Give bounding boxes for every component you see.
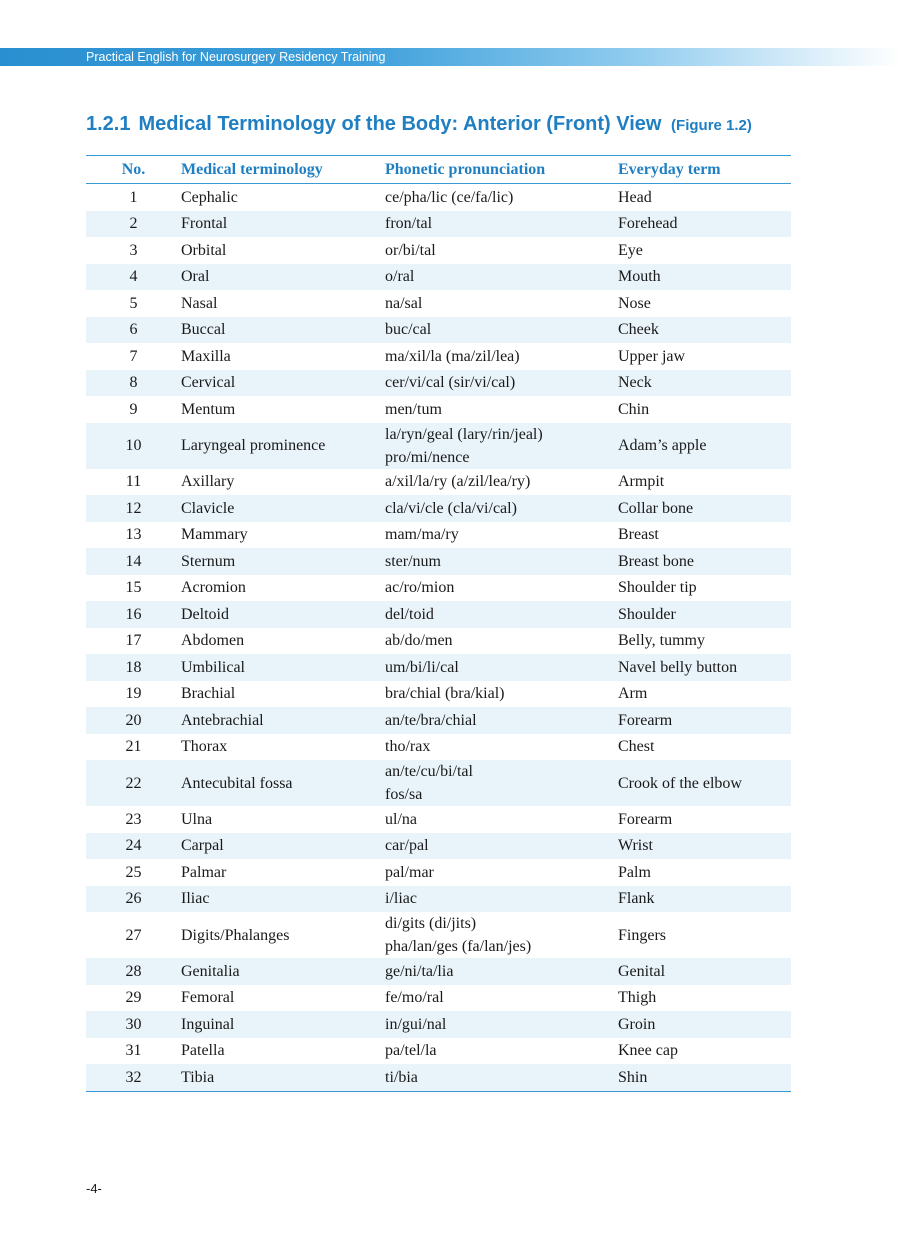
- phonetic-line: car/pal: [385, 837, 429, 855]
- cell-term: Antebrachial: [181, 707, 385, 734]
- phonetic-line: ce/pha/lic (ce/fa/lic): [385, 188, 514, 206]
- cell-no: 12: [86, 495, 181, 522]
- phonetic-line: ti/bia: [385, 1068, 418, 1086]
- cell-term: Umbilical: [181, 654, 385, 681]
- cell-term: Carpal: [181, 833, 385, 860]
- cell-everyday: Collar bone: [618, 495, 791, 522]
- cell-no: 20: [86, 707, 181, 734]
- cell-no: 10: [86, 423, 181, 469]
- running-header-title: Practical English for Neurosurgery Residency Training: [86, 50, 386, 64]
- phonetic-line: la/ryn/geal (lary/rin/jeal): [385, 425, 543, 443]
- table-row: [86, 707, 791, 734]
- cell-phonetic: [385, 912, 618, 958]
- cell-no: 28: [86, 958, 181, 985]
- cell-phonetic: [385, 985, 618, 1012]
- cell-phonetic: [385, 601, 618, 628]
- cell-no: 6: [86, 317, 181, 344]
- cell-everyday: Forearm: [618, 707, 791, 734]
- cell-everyday: Arm: [618, 685, 648, 703]
- table-row: [86, 237, 791, 264]
- cell-everyday: Nose: [618, 294, 651, 312]
- table-row: [86, 760, 791, 806]
- cell-phonetic: [385, 522, 618, 549]
- table-row: [86, 317, 791, 344]
- cell-term: Palmar: [181, 863, 227, 881]
- cell-term: Cephalic: [181, 188, 238, 206]
- cell-no: 4: [86, 264, 181, 291]
- cell-term: Thorax: [181, 738, 228, 756]
- phonetic-line: ma/xil/la (ma/zil/lea): [385, 347, 520, 365]
- cell-no: 27: [125, 926, 142, 944]
- phonetic-line: fos/sa: [385, 786, 423, 803]
- phonetic-line: i/liac: [385, 890, 417, 908]
- cell-everyday: Chest: [618, 738, 655, 756]
- table-row: [86, 396, 791, 423]
- cell-no: 18: [86, 654, 181, 681]
- cell-phonetic: [385, 469, 618, 496]
- phonetic-line: um/bi/li/cal: [385, 658, 459, 676]
- cell-everyday: Forehead: [618, 211, 791, 238]
- cell-phonetic: [385, 575, 618, 602]
- cell-everyday: Thigh: [618, 989, 657, 1007]
- table-row: [86, 575, 791, 602]
- cell-everyday: Breast: [618, 526, 659, 544]
- cell-term: Orbital: [181, 241, 227, 259]
- cell-no: 2: [86, 211, 181, 238]
- cell-everyday: Cheek: [618, 317, 791, 344]
- table-row: [86, 495, 791, 522]
- cell-no: 11: [125, 473, 142, 491]
- table-row: [86, 1011, 791, 1038]
- figure-reference: (Figure 1.2): [671, 117, 752, 134]
- cell-term: Nasal: [181, 294, 218, 312]
- cell-everyday: Wrist: [618, 833, 791, 860]
- cell-everyday: Eye: [618, 241, 643, 259]
- table-row: [86, 423, 791, 469]
- cell-no: 1: [129, 188, 138, 206]
- table-row: [86, 958, 791, 985]
- cell-no: 8: [86, 370, 181, 397]
- cell-phonetic: [385, 396, 618, 423]
- cell-term: Clavicle: [181, 495, 385, 522]
- cell-phonetic: [385, 184, 618, 211]
- phonetic-line: cla/vi/cle (cla/vi/cal): [385, 499, 517, 517]
- cell-phonetic: [385, 1064, 618, 1091]
- cell-phonetic: [385, 423, 618, 469]
- cell-phonetic: [385, 681, 618, 708]
- cell-everyday: Genital: [618, 958, 791, 985]
- cell-everyday: Belly, tummy: [618, 632, 705, 650]
- table-row: [86, 469, 791, 496]
- cell-no: 21: [125, 738, 142, 756]
- cell-term: Femoral: [181, 989, 235, 1007]
- cell-no: 5: [129, 294, 138, 312]
- cell-everyday: Navel belly button: [618, 654, 791, 681]
- cell-everyday: Armpit: [618, 473, 665, 491]
- cell-term: Deltoid: [181, 601, 385, 628]
- cell-everyday: Neck: [618, 370, 791, 397]
- phonetic-line: buc/cal: [385, 321, 432, 339]
- table-row: [86, 264, 791, 291]
- phonetic-line: an/te/cu/bi/tal: [385, 763, 473, 780]
- table-row: [86, 1038, 791, 1065]
- cell-everyday: Crook of the elbow: [618, 760, 791, 806]
- cell-no: 7: [129, 347, 138, 365]
- table-row: [86, 290, 791, 317]
- cell-phonetic: [385, 495, 618, 522]
- cell-everyday: Shoulder tip: [618, 579, 697, 597]
- cell-no: 14: [86, 548, 181, 575]
- cell-term: Digits/Phalanges: [181, 926, 290, 944]
- phonetic-line: na/sal: [385, 294, 423, 312]
- table-row: [86, 912, 791, 958]
- table-row: [86, 681, 791, 708]
- cell-phonetic: [385, 343, 618, 370]
- cell-phonetic: [385, 628, 618, 655]
- cell-term: Maxilla: [181, 347, 231, 365]
- cell-term: Sternum: [181, 548, 385, 575]
- cell-term: Iliac: [181, 886, 385, 913]
- phonetic-line: ab/do/men: [385, 632, 453, 650]
- phonetic-line: or/bi/tal: [385, 241, 436, 259]
- cell-everyday: Upper jaw: [618, 347, 686, 365]
- cell-phonetic: [385, 317, 618, 344]
- cell-term: Acromion: [181, 579, 246, 597]
- cell-term: Genitalia: [181, 958, 385, 985]
- table-row: [86, 886, 791, 913]
- cell-term: Mammary: [181, 526, 248, 544]
- phonetic-line: pal/mar: [385, 863, 434, 881]
- cell-phonetic: [385, 237, 618, 264]
- cell-everyday: Knee cap: [618, 1042, 678, 1060]
- cell-phonetic: [385, 211, 618, 238]
- table-row: [86, 806, 791, 833]
- table-body: [86, 184, 791, 1092]
- cell-term: Buccal: [181, 317, 385, 344]
- phonetic-line: cer/vi/cal (sir/vi/cal): [385, 374, 516, 392]
- cell-everyday: Head: [618, 188, 652, 206]
- cell-term: Brachial: [181, 685, 236, 703]
- cell-everyday: Breast bone: [618, 548, 791, 575]
- cell-phonetic: [385, 958, 618, 985]
- cell-everyday: Shoulder: [618, 601, 791, 628]
- section-title: Medical Terminology of the Body: Anterior (Front) View: [138, 113, 662, 135]
- cell-no: 30: [86, 1011, 181, 1038]
- phonetic-line: pa/tel/la: [385, 1042, 437, 1060]
- phonetic-line: ge/ni/ta/lia: [385, 962, 454, 980]
- cell-no: 9: [129, 400, 138, 418]
- cell-no: 16: [86, 601, 181, 628]
- phonetic-line: fron/tal: [385, 215, 433, 233]
- table-row: [86, 211, 791, 238]
- cell-everyday: Flank: [618, 886, 791, 913]
- cell-everyday: Palm: [618, 863, 651, 881]
- column-header-term: Medical terminology: [181, 156, 385, 184]
- cell-no: 22: [86, 760, 181, 806]
- section-number: 1.2.1: [86, 113, 131, 135]
- cell-term: Abdomen: [181, 632, 245, 650]
- cell-phonetic: [385, 760, 618, 806]
- table-row: [86, 548, 791, 575]
- phonetic-line: men/tum: [385, 400, 442, 418]
- phonetic-line: pha/lan/ges (fa/lan/jes): [385, 938, 532, 955]
- phonetic-line: in/gui/nal: [385, 1015, 447, 1033]
- cell-term: Oral: [181, 264, 385, 291]
- phonetic-line: an/te/bra/chial: [385, 711, 477, 729]
- table-row: [86, 601, 791, 628]
- cell-phonetic: [385, 886, 618, 913]
- cell-phonetic: [385, 734, 618, 761]
- cell-no: 13: [125, 526, 142, 544]
- table-row: [86, 985, 791, 1012]
- column-header-phonetic: Phonetic pronunciation: [385, 156, 618, 184]
- table-row: [86, 654, 791, 681]
- cell-term: Ulna: [181, 810, 213, 828]
- phonetic-line: di/gits (di/jits): [385, 915, 477, 932]
- cell-no: 3: [129, 241, 138, 259]
- column-header-everyday: Everyday term: [618, 156, 791, 184]
- cell-phonetic: [385, 548, 618, 575]
- table-row: [86, 628, 791, 655]
- table-header-row: [86, 156, 791, 184]
- phonetic-line: del/toid: [385, 605, 434, 623]
- cell-no: 26: [86, 886, 181, 913]
- cell-everyday: Fingers: [618, 926, 666, 944]
- table-row: [86, 184, 791, 211]
- table-row: [86, 522, 791, 549]
- phonetic-line: pro/mi/nence: [385, 448, 470, 466]
- cell-term: Cervical: [181, 370, 385, 397]
- cell-phonetic: [385, 264, 618, 291]
- cell-everyday: Mouth: [618, 264, 791, 291]
- cell-phonetic: [385, 290, 618, 317]
- table-row: [86, 833, 791, 860]
- cell-term: Inguinal: [181, 1011, 385, 1038]
- cell-phonetic: [385, 370, 618, 397]
- phonetic-line: fe/mo/ral: [385, 989, 444, 1007]
- cell-phonetic: [385, 833, 618, 860]
- cell-term: Patella: [181, 1042, 225, 1060]
- table-row: [86, 370, 791, 397]
- section-heading: [86, 113, 752, 136]
- table-row: [86, 734, 791, 761]
- cell-no: 17: [125, 632, 142, 650]
- phonetic-line: o/ral: [385, 268, 415, 286]
- page-number: -4-: [86, 1181, 102, 1196]
- table-row: [86, 343, 791, 370]
- table-row: [86, 859, 791, 886]
- cell-no: 19: [125, 685, 142, 703]
- cell-phonetic: [385, 707, 618, 734]
- cell-everyday: Shin: [618, 1064, 791, 1091]
- cell-no: 32: [86, 1064, 181, 1091]
- cell-everyday: Chin: [618, 400, 650, 418]
- cell-phonetic: [385, 1038, 618, 1065]
- cell-term: Tibia: [181, 1064, 385, 1091]
- cell-term: Antecubital fossa: [181, 760, 385, 806]
- phonetic-line: a/xil/la/ry (a/zil/lea/ry): [385, 473, 531, 491]
- cell-phonetic: [385, 859, 618, 886]
- table-row: [86, 1064, 791, 1091]
- cell-no: 23: [125, 810, 142, 828]
- column-header-no: No.: [86, 156, 181, 184]
- phonetic-line: tho/rax: [385, 738, 431, 756]
- cell-no: 24: [86, 833, 181, 860]
- cell-no: 31: [125, 1042, 142, 1060]
- cell-no: 15: [125, 579, 142, 597]
- cell-no: 25: [125, 863, 142, 881]
- cell-term: Mentum: [181, 400, 236, 418]
- running-header-band: [0, 48, 900, 66]
- phonetic-line: mam/ma/ry: [385, 526, 459, 544]
- cell-term: Laryngeal prominence: [181, 423, 385, 469]
- phonetic-line: ac/ro/mion: [385, 579, 455, 597]
- cell-phonetic: [385, 806, 618, 833]
- cell-phonetic: [385, 1011, 618, 1038]
- cell-everyday: Forearm: [618, 810, 673, 828]
- phonetic-line: ul/na: [385, 810, 417, 828]
- phonetic-line: bra/chial (bra/kial): [385, 685, 505, 703]
- cell-everyday: Groin: [618, 1011, 791, 1038]
- cell-term: Frontal: [181, 211, 385, 238]
- phonetic-line: ster/num: [385, 552, 441, 570]
- cell-phonetic: [385, 654, 618, 681]
- cell-term: Axillary: [181, 473, 235, 491]
- cell-no: 29: [125, 989, 142, 1007]
- cell-everyday: Adam’s apple: [618, 423, 791, 469]
- terminology-table: [86, 155, 791, 1092]
